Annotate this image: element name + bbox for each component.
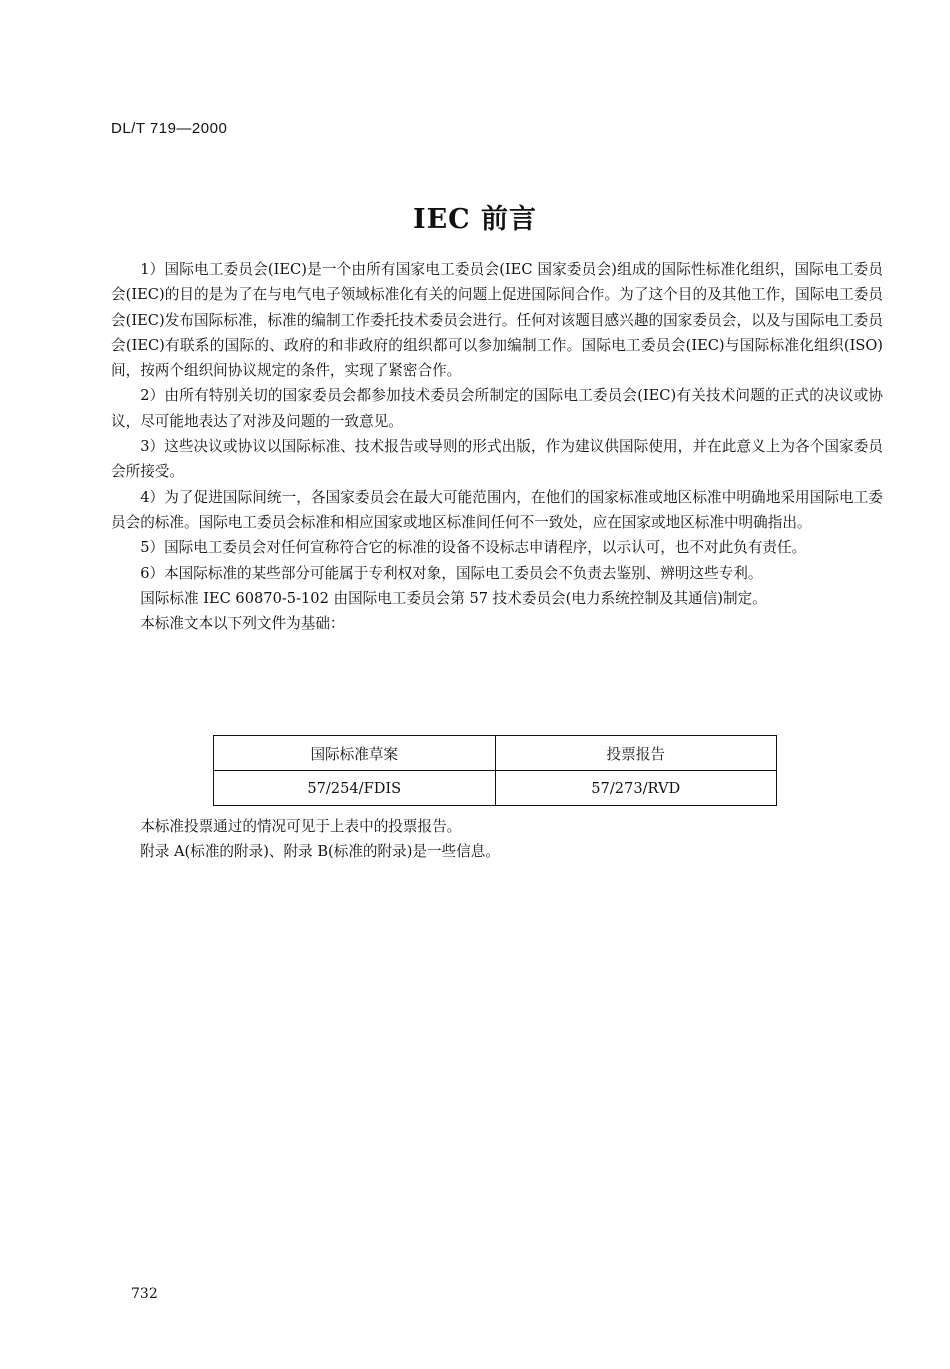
paragraph-1: 1）国际电工委员会(IEC)是一个由所有国家电工委员会(IEC 国家委员会)组成的国际性标准化组织，国际电工委员会(IEC)的目的是为了在与电气电子领域标准化有关的问题上促进国际间合作。为了这个目的及其他工作，国际电工委员会(IEC)发布国际标准，标准的编制工作委托技术委员会进行。任何对该题目感兴趣的国家委员会，以及与国际电工委员会(IEC)有联系的国际的、政府的和非政府的组织都可以参加编制工作。国际电工委员会(IEC)与国际标准化组织(ISO)间，按两个组织间协议规定的条件，实现了紧密合作。 [111,261,883,380]
paragraph-standard-origin: 国际标准 IEC 60870-5-102 由国际电工委员会第 57 技术委员会(电力系统控制及其通信)制定。 [140,589,767,607]
paragraph-6: 6）本国际标准的某些部分可能属于专利权对象，国际电工委员会不负责去鉴别、辨明这些专利。 [140,564,763,582]
paragraph-2: 2）由所有特别关切的国家委员会都参加技术委员会所制定的国际电工委员会(IEC)有关技术问题的正式的决议或协议，尽可能地表达了对涉及问题的一致意见。 [111,387,883,430]
note-appendices: 附录 A(标准的附录)、附录 B(标准的附录)是一些信息。 [140,843,500,861]
page-number: 732 [131,1286,158,1302]
after-table-notes [111,814,883,865]
document-code: DL/T 719—2000 [111,120,228,137]
note-ballot-result: 本标准投票通过的情况可见于上表中的投票报告。 [140,818,462,835]
table-header-row [214,736,777,771]
page-title: IEC 前言 [412,204,538,235]
table-cell: 57/254/FDIS [214,771,496,806]
ballot-table-container [213,735,777,806]
table-row [214,771,777,806]
foreword-body [111,257,883,636]
paragraph-3: 3）这些决议或协议以国际标准、技术报告或导则的形式出版，作为建议供国际使用，并在此意义上为各个国家委员会所接受。 [111,438,883,481]
table-header-cell: 投票报告 [495,736,777,771]
paragraph-basis-intro: 本标准文本以下列文件为基础： [140,615,345,633]
paragraph-4: 4）为了促进国际间统一，各国家委员会在最大可能范围内，在他们的国家标准或地区标准中明确地采用国际电工委员会的标准。国际电工委员会标准和相应国家或地区标准间任何不一致处，应在国家或地区标准中明确指出。 [111,488,883,531]
paragraph-5: 5）国际电工委员会对任何宣称符合它的标准的设备不设标志申请程序，以示认可，也不对此负有责任。 [140,539,807,557]
ballot-table [213,735,777,806]
table-header-cell: 国际标准草案 [214,736,496,771]
table-cell: 57/273/RVD [495,771,777,806]
